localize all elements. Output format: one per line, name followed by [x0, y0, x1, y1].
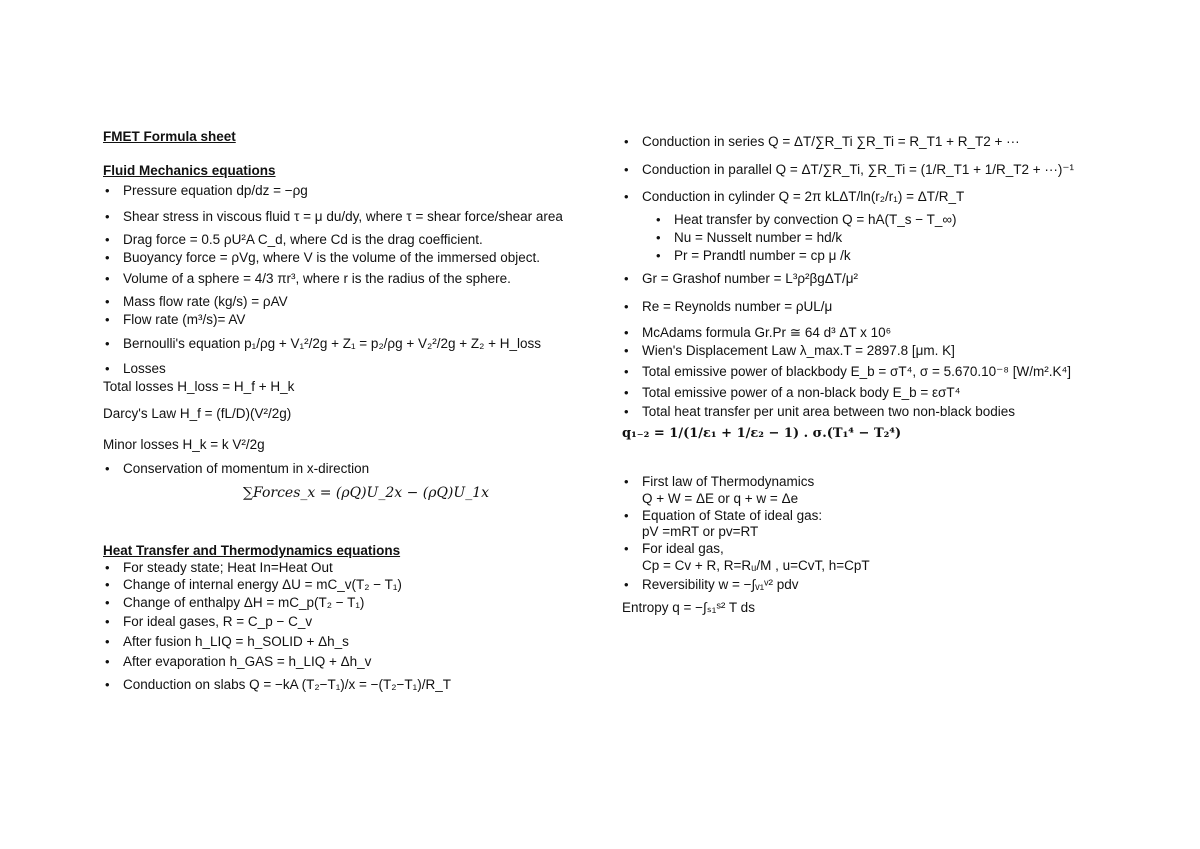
- drag-force: • Drag force = 0.5 ρU²A C_d, where Cd is the drag coefficient.: [103, 231, 483, 248]
- darcys-law: Darcy's Law H_f = (fL/D)(V²/2g): [103, 406, 292, 421]
- grashof-number: • Gr = Grashof number = L³ρ²βgΔT/μ²: [622, 270, 858, 287]
- fluid-mechanics-heading: Fluid Mechanics equations: [103, 163, 276, 178]
- flow-rate: • Flow rate (m³/s)= AV: [103, 311, 245, 328]
- conduction-cylinder: • Conduction in cylinder Q = 2π kLΔT/ln(r₂/r₁) = ΔT/R_T: [622, 188, 964, 205]
- ideal-gas-r: • For ideal gases, R = C_p − C_v: [103, 613, 312, 630]
- reynolds-number: • Re = Reynolds number = ρUL/μ: [622, 298, 832, 315]
- q12-equation: q₁₋₂ = 1/(1/ε₁ + 1/ε₂ − 1) . σ.(T₁⁴ − T₂⁴): [622, 426, 902, 441]
- ideal-gas-state-equation: pV =mRT or pv=RT: [642, 524, 759, 539]
- nonblack-emissive-power: • Total emissive power of a non-black body E_b = εσT⁴: [622, 384, 960, 401]
- blackbody-emissive-power: • Total emissive power of blackbody E_b = σT⁴, σ = 5.670.10⁻⁸ [W/m².K⁴]: [622, 363, 1071, 380]
- shear-stress: • Shear stress in viscous fluid τ = μ du/dy, where τ = shear force/shear area: [103, 208, 563, 225]
- conduction-slabs: • Conduction on slabs Q = −kA (T₂−T₁)/x = −(T₂−T₁)/R_T: [103, 676, 451, 693]
- steady-state: • For steady state; Heat In=Heat Out: [103, 559, 333, 576]
- for-ideal-gas: • For ideal gas,: [622, 540, 724, 557]
- pressure-equation: • Pressure equation dp/dz = −ρg: [103, 182, 308, 199]
- enthalpy-change: • Change of enthalpy ΔH = mC_p(T₂ − T₁): [103, 594, 364, 611]
- conduction-parallel: • Conduction in parallel Q = ΔT/∑R_Ti, ∑R_Ti = (1/R_T1 + 1/R_T2 + ···)⁻¹: [622, 161, 1074, 178]
- heat-transfer-heading: Heat Transfer and Thermodynamics equations: [103, 543, 401, 558]
- heat-transfer-nonblack: • Total heat transfer per unit area between two non-black bodies: [622, 403, 1015, 420]
- conduction-series: • Conduction in series Q = ΔT/∑R_Ti ∑R_Ti = R_T1 + R_T2 + ···: [622, 133, 1020, 150]
- sphere-volume: • Volume of a sphere = 4/3 πr³, where r is the radius of the sphere.: [103, 270, 511, 287]
- after-fusion: • After fusion h_LIQ = h_SOLID + Δh_s: [103, 633, 349, 650]
- wiens-law: • Wien's Displacement Law λ_max.T = 2897.8 [μm. K]: [622, 342, 955, 359]
- sheet-title: FMET Formula sheet: [103, 129, 236, 144]
- internal-energy-change: • Change of internal energy ΔU = mC_v(T₂ − T₁): [103, 576, 402, 593]
- reversibility: • Reversibility w = −∫ᵥ₁ᵛ² pdv: [622, 576, 798, 593]
- minor-losses: Minor losses H_k = k V²/2g: [103, 437, 265, 452]
- convection-heat-transfer: • Heat transfer by convection Q = hA(T_s − T_∞): [654, 211, 957, 228]
- first-law-equation: Q + W = ΔE or q + w = Δe: [642, 491, 799, 506]
- mcadams-formula: • McAdams formula Gr.Pr ≅ 64 d³ ΔT x 10⁶: [622, 324, 891, 341]
- mass-flow-rate: • Mass flow rate (kg/s) = ρAV: [103, 293, 288, 310]
- prandtl-number: • Pr = Prandtl number = cp μ /k: [654, 247, 851, 264]
- entropy: Entropy q = −∫ₛ₁ˢ² T ds: [622, 600, 755, 615]
- total-losses: Total losses H_loss = H_f + H_k: [103, 379, 295, 394]
- momentum-equation: ∑Forces_x = (ρQ)U_2x − (ρQ)U_1x: [243, 485, 489, 501]
- bernoulli-equation: • Bernoulli's equation p₁/ρg + V₁²/2g + Z₁ = p₂/ρg + V₂²/2g + Z₂ + H_loss: [103, 335, 541, 352]
- after-evaporation: • After evaporation h_GAS = h_LIQ + Δh_v: [103, 653, 371, 670]
- ideal-gas-relations: Cp = Cv + R, R=Rᵤ/M , u=CvT, h=CpT: [642, 558, 870, 573]
- losses-bullet: • Losses: [103, 360, 166, 377]
- buoyancy-force: • Buoyancy force = ρVg, where V is the volume of the immersed object.: [103, 249, 540, 266]
- momentum-conservation: • Conservation of momentum in x-direction: [103, 460, 369, 477]
- ideal-gas-state: • Equation of State of ideal gas:: [622, 507, 822, 524]
- nusselt-number: • Nu = Nusselt number = hd/k: [654, 229, 842, 246]
- first-law: • First law of Thermodynamics: [622, 473, 814, 490]
